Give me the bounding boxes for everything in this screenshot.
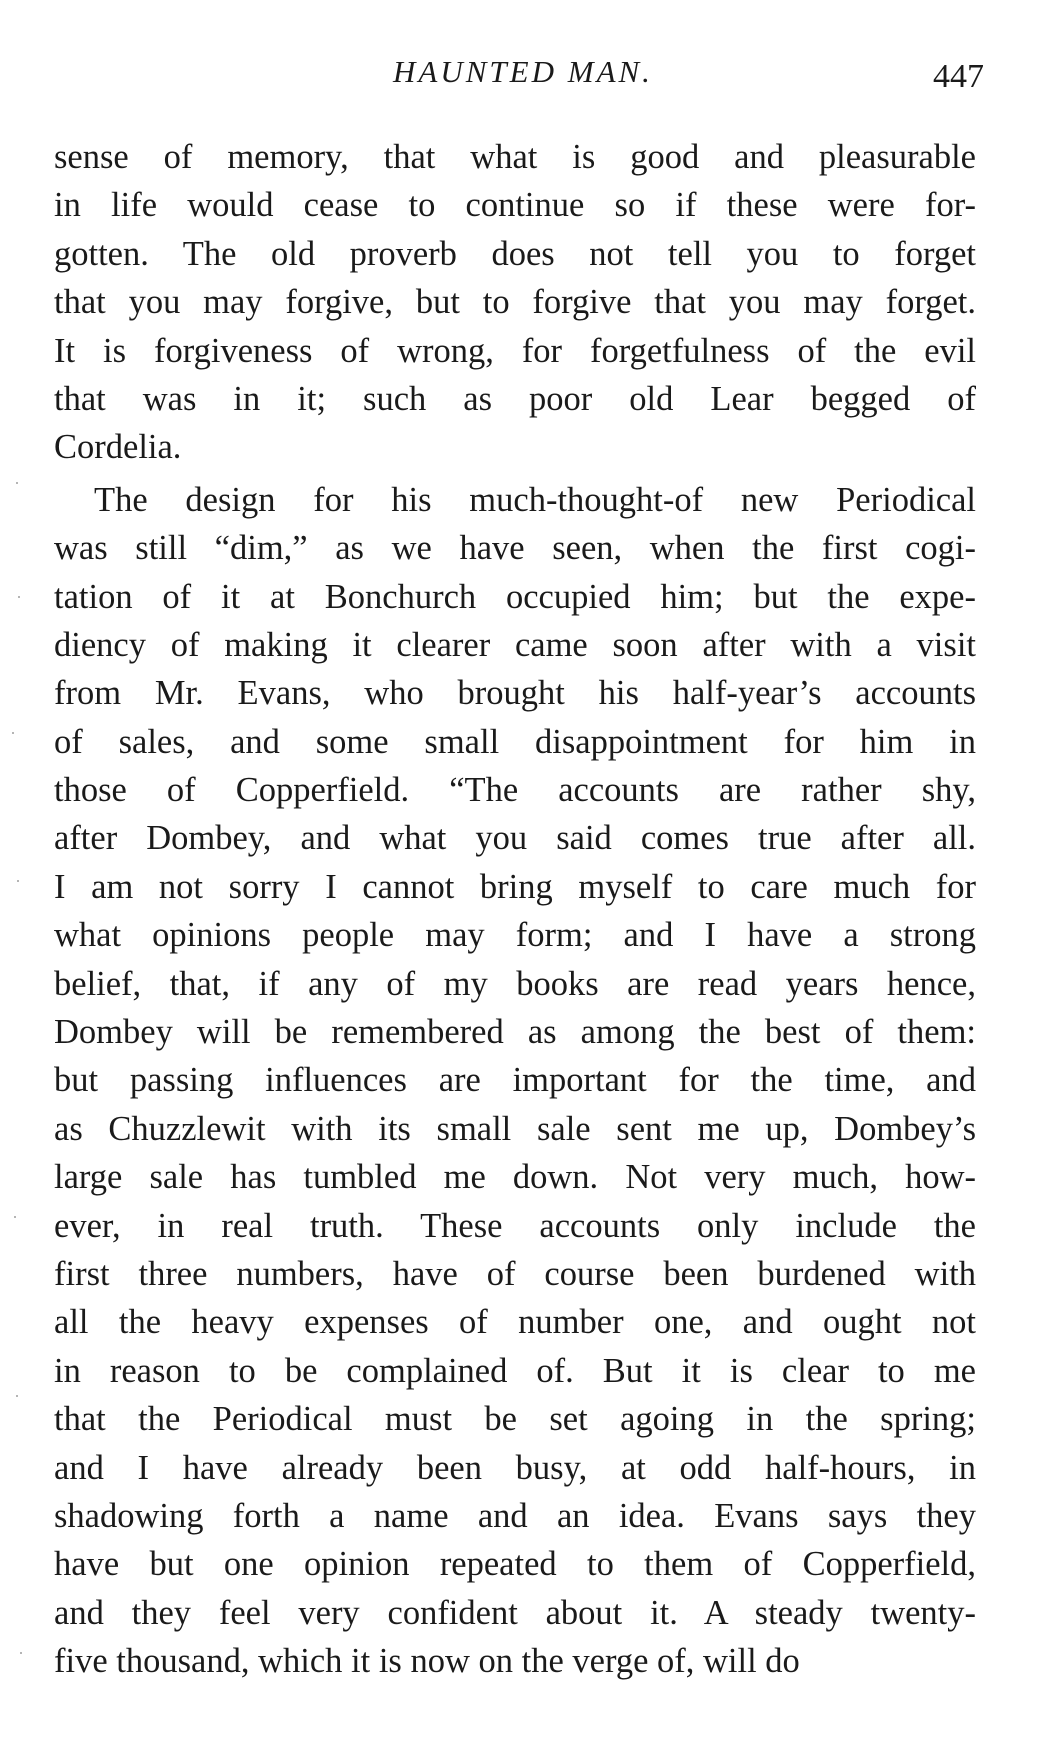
text-line: after Dombey, and what you said comes true after all. bbox=[54, 819, 976, 858]
text-line: of sales, and some small disappointment for him in bbox=[54, 722, 976, 761]
text-line: all the heavy expenses of number one, and ought not bbox=[54, 1303, 976, 1342]
paragraph bbox=[54, 476, 976, 1686]
text-line: ever, in real truth. These accounts only include the bbox=[54, 1206, 976, 1245]
text-line: have but one opinion repeated to them of Copperfield, bbox=[54, 1545, 976, 1584]
text-line: gotten. The old proverb does not tell you to forget bbox=[54, 234, 976, 273]
text-line: five thousand, which it is now on the verge of, will do bbox=[54, 1642, 800, 1681]
running-title: HAUNTED MAN. bbox=[393, 54, 653, 89]
text-line: Dombey will be remembered as among the best of them: bbox=[54, 1013, 976, 1052]
text-line: I am not sorry I cannot bring myself to care much for bbox=[54, 867, 976, 906]
text-line: diency of making it clearer came soon after with a visit bbox=[54, 625, 976, 664]
text-line: in life would cease to continue so if these were for- bbox=[54, 186, 976, 225]
text-line: Cordelia. bbox=[54, 428, 182, 467]
text-line: that was in it; such as poor old Lear begged of bbox=[54, 379, 976, 418]
text-line: those of Copperfield. “The accounts are rather shy, bbox=[54, 771, 976, 810]
text-body bbox=[54, 133, 976, 1686]
text-line: It is forgiveness of wrong, for forgetfulness of the evil bbox=[54, 331, 976, 370]
text-line: that you may forgive, but to forgive that you may forget. bbox=[54, 283, 976, 322]
text-line: and they feel very confident about it. A steady twenty- bbox=[54, 1593, 976, 1632]
text-line: large sale has tumbled me down. Not very much, how- bbox=[54, 1158, 976, 1197]
page-number: 447 bbox=[933, 58, 984, 95]
text-line: was still “dim,” as we have seen, when the first cogi- bbox=[54, 529, 976, 568]
text-line: but passing influences are important for the time, and bbox=[54, 1061, 976, 1100]
text-line: what opinions people may form; and I have a strong bbox=[54, 916, 976, 955]
text-line: in reason to be complained of. But it is clear to me bbox=[54, 1351, 976, 1390]
running-head bbox=[0, 48, 1046, 98]
text-line: and I have already been busy, at odd half-hours, in bbox=[54, 1448, 976, 1487]
text-line: first three numbers, have of course been burdened with bbox=[54, 1254, 976, 1293]
text-line: as Chuzzlewit with its small sale sent me up, Dombey’s bbox=[54, 1109, 976, 1148]
text-line: shadowing forth a name and an idea. Evans says they bbox=[54, 1496, 976, 1535]
text-line: sense of memory, that what is good and pleasurable bbox=[54, 138, 976, 176]
text-line: that the Periodical must be set agoing in the spring; bbox=[54, 1400, 976, 1439]
text-line: tation of it at Bonchurch occupied him; but the expe- bbox=[54, 577, 976, 616]
text-line: from Mr. Evans, who brought his half-year’s accounts bbox=[54, 674, 976, 713]
text-line: The design for his much-thought-of new Periodical bbox=[94, 480, 976, 519]
text-line: belief, that, if any of my books are read years hence, bbox=[54, 964, 976, 1003]
paragraph bbox=[54, 133, 976, 472]
